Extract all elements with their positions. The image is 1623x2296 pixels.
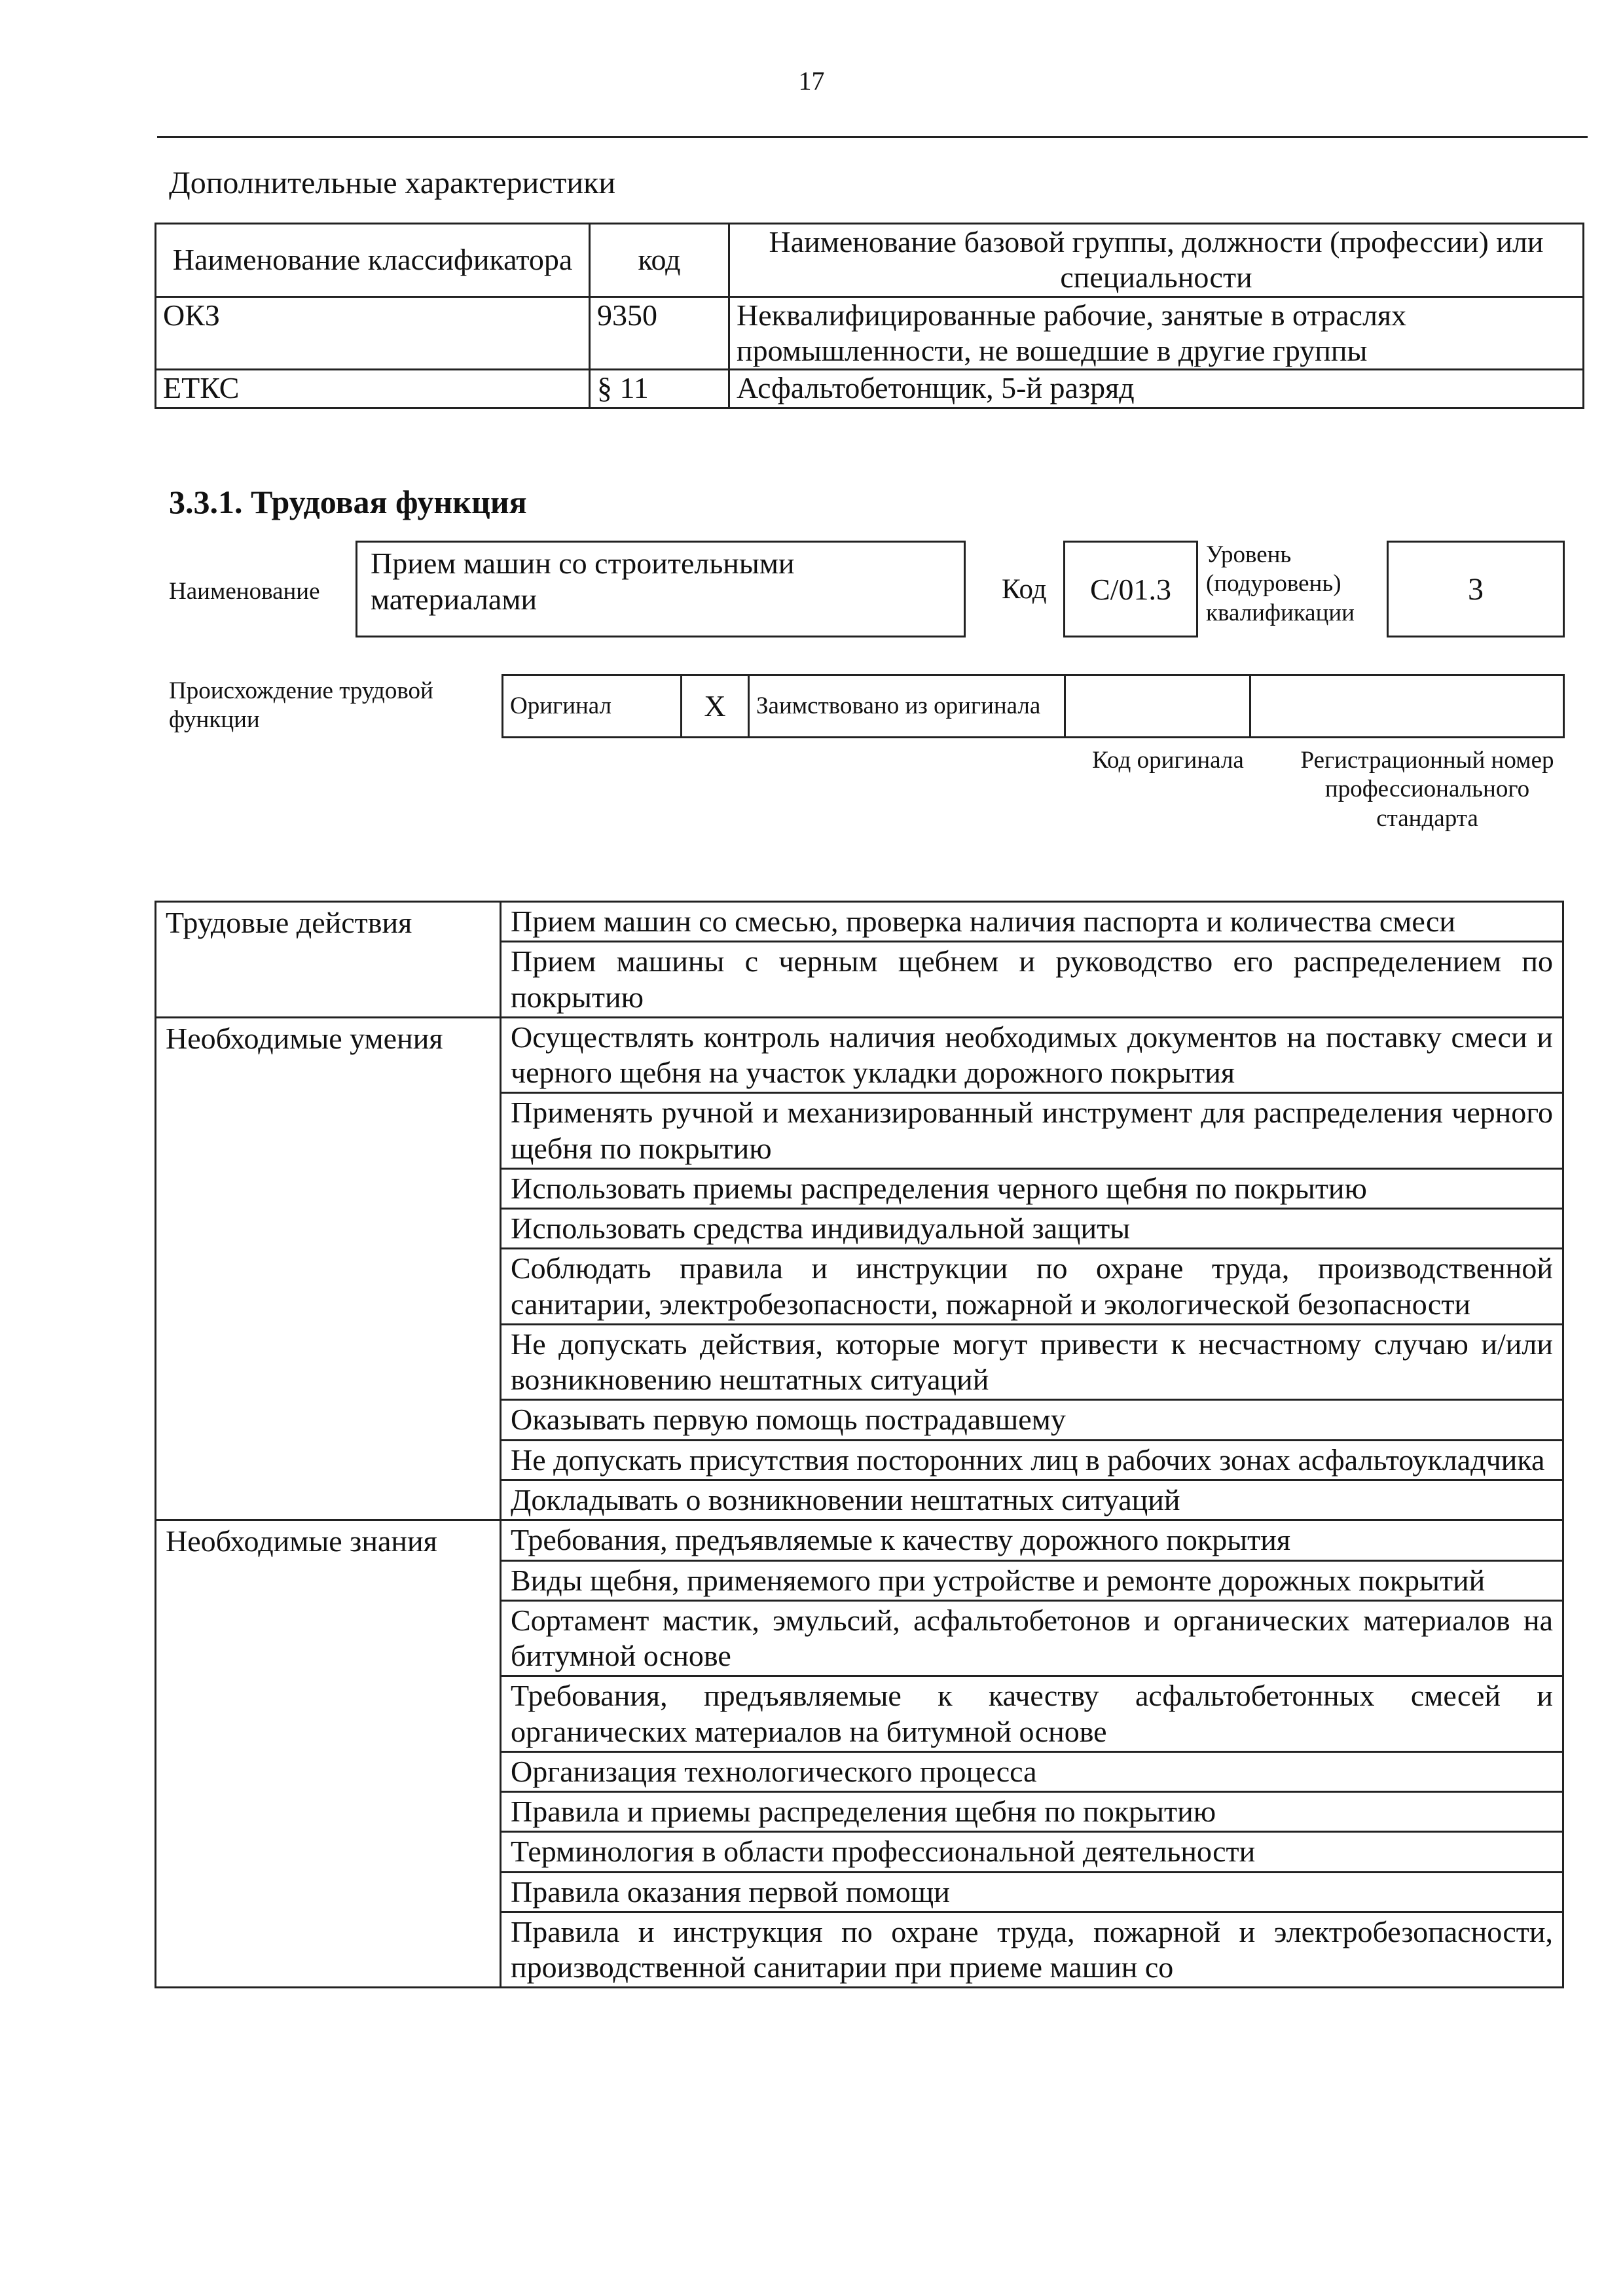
row-code: § 11 <box>590 370 729 408</box>
knowledge-item: Правила оказания первой помощи <box>501 1872 1563 1912</box>
header-group: Наименование базовой группы, должности (профессии) или специальности <box>729 224 1584 297</box>
header-rule <box>157 136 1588 138</box>
function-name-label: Наименование <box>169 578 320 605</box>
knowledge-item: Правила и приемы распределения щебня по покрытию <box>501 1792 1563 1832</box>
origin-row <box>503 675 1564 738</box>
skill-item: Использовать средства индивидуальной защиты <box>501 1209 1563 1249</box>
classifier-table <box>155 223 1584 409</box>
skill-item: Применять ручной и механизированный инструмент для распределения черного щебня по покрытию <box>501 1093 1563 1169</box>
table-row <box>156 370 1584 408</box>
labor-actions-label: Трудовые действия <box>156 902 501 1018</box>
origin-code-caption: Код оригинала <box>1092 747 1244 774</box>
original-mark: X <box>682 675 749 738</box>
header-code: код <box>590 224 729 297</box>
knowledge-item: Правила и инструкция по охране труда, пожарной и электробезопасности, производственной санитарии при приеме машин со <box>501 1912 1563 1988</box>
table-row <box>156 1520 1563 1560</box>
origin-table <box>501 674 1565 738</box>
labor-function-table <box>155 901 1564 1988</box>
skill-item: Не допускать действия, которые могут привести к несчастному случаю и/или возникновению нештатных ситуаций <box>501 1324 1563 1400</box>
skill-item: Докладывать о возникновении нештатных ситуаций <box>501 1480 1563 1520</box>
skill-item: Соблюдать правила и инструкции по охране труда, производственной санитарии, электробезопасности, пожарной и экологической безопасности <box>501 1249 1563 1325</box>
knowledge-item: Терминология в области профессиональной деятельности <box>501 1832 1563 1872</box>
page-number: 17 <box>798 66 825 96</box>
header-classifier: Наименование классификатора <box>156 224 590 297</box>
row-classifier: ЕТКС <box>156 370 590 408</box>
row-code: 9350 <box>590 296 729 370</box>
skill-item: Осуществлять контроль наличия необходимых документов на поставку смеси и черного щебня на участок укладки дорожного покрытия <box>501 1017 1563 1093</box>
origin-reg-cell <box>1250 675 1564 738</box>
row-classifier: ОКЗ <box>156 296 590 370</box>
skills-label: Необходимые умения <box>156 1017 501 1520</box>
function-code-label: Код <box>1002 574 1047 605</box>
knowledge-item: Организация технологического процесса <box>501 1751 1563 1791</box>
origin-label: Происхождение трудовой функции <box>169 677 433 734</box>
skill-item: Оказывать первую помощь пострадавшему <box>501 1400 1563 1440</box>
knowledge-item: Сортамент мастик, эмульсий, асфальтобетонов и органических материалов на битумной основе <box>501 1600 1563 1676</box>
labor-action-item: Прием машины с черным щебнем и руководство его распределением по покрытию <box>501 942 1563 1018</box>
section-title: 3.3.1. Трудовая функция <box>169 484 527 520</box>
skill-item: Не допускать присутствия посторонних лиц в рабочих зонах асфальтоукладчика <box>501 1440 1563 1480</box>
function-name-value: Прием машин со строительными материалами <box>356 541 966 637</box>
origin-code-cell <box>1065 675 1250 738</box>
knowledge-item: Виды щебня, применяемого при устройстве и ремонте дорожных покрытий <box>501 1560 1563 1600</box>
original-label: Оригинал <box>503 675 682 738</box>
skill-item: Использовать приемы распределения черного щебня по покрытию <box>501 1168 1563 1208</box>
additional-characteristics-title: Дополнительные характеристики <box>169 166 616 200</box>
row-name: Неквалифицированные рабочие, занятые в отраслях промышленности, не вошедшие в другие группы <box>729 296 1584 370</box>
qualification-level-value: 3 <box>1387 541 1565 637</box>
table-row <box>156 1017 1563 1093</box>
table-row <box>156 296 1584 370</box>
table-row <box>156 902 1563 942</box>
knowledge-item: Требования, предъявляемые к качеству асфальтобетонных смесей и органических материалов на битумной основе <box>501 1676 1563 1752</box>
qualification-level-label: Уровень (подуровень) квалификации <box>1206 541 1355 626</box>
labor-action-item: Прием машин со смесью, проверка наличия паспорта и количества смеси <box>501 902 1563 942</box>
knowledge-label: Необходимые знания <box>156 1520 501 1988</box>
registration-number-caption: Регистрационный номер профессионального стандарта <box>1300 747 1554 832</box>
classifier-table-header <box>156 224 1584 297</box>
knowledge-item: Требования, предъявляемые к качеству дорожного покрытия <box>501 1520 1563 1560</box>
function-code-value: C/01.3 <box>1063 541 1198 637</box>
borrowed-label: Заимствовано из оригинала <box>749 675 1065 738</box>
row-name: Асфальтобетонщик, 5-й разряд <box>729 370 1584 408</box>
